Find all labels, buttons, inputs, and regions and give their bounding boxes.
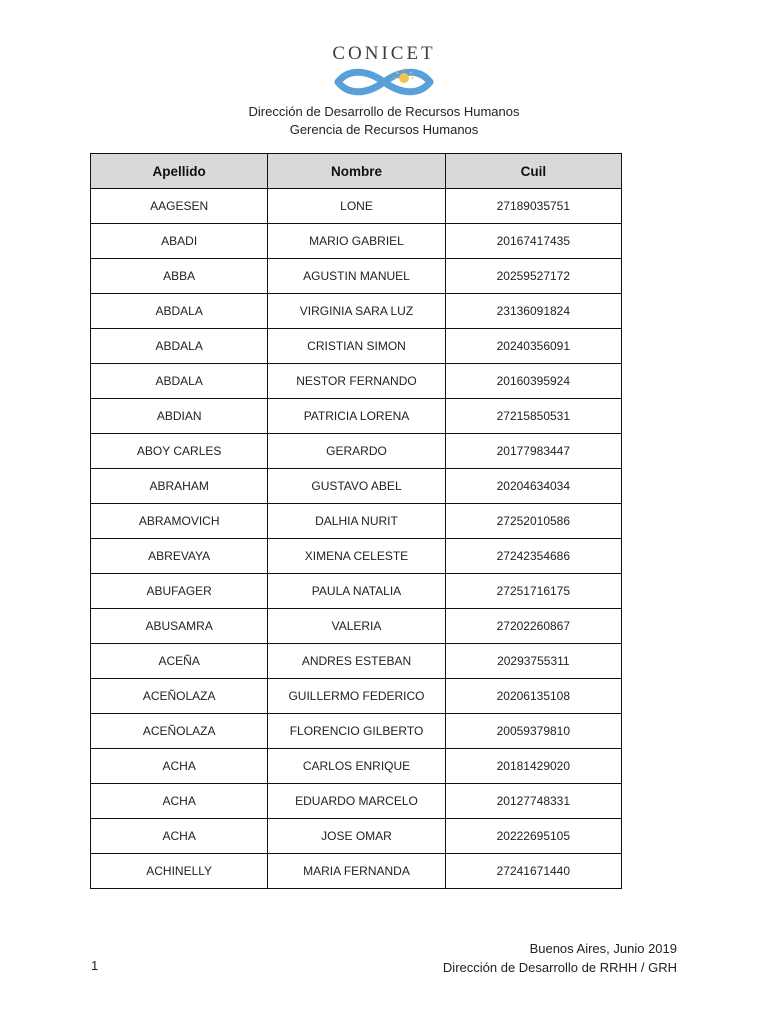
- cell-nombre: GERARDO: [268, 434, 445, 469]
- table-row: [91, 854, 622, 889]
- cell-nombre: VIRGINIA SARA LUZ: [268, 294, 445, 329]
- table-row: [91, 749, 622, 784]
- cell-nombre: EDUARDO MARCELO: [268, 784, 445, 819]
- cell-nombre: MARIO GABRIEL: [268, 224, 445, 259]
- table-row: [91, 714, 622, 749]
- cell-apellido: ABBA: [91, 259, 268, 294]
- cell-apellido: ABADI: [91, 224, 268, 259]
- cell-apellido: ACEÑA: [91, 644, 268, 679]
- column-header-nombre: Nombre: [268, 154, 445, 189]
- cell-apellido: ABRAHAM: [91, 469, 268, 504]
- cell-nombre: GUSTAVO ABEL: [268, 469, 445, 504]
- cell-nombre: GUILLERMO FEDERICO: [268, 679, 445, 714]
- table-row: [91, 469, 622, 504]
- table-row: [91, 679, 622, 714]
- table-row: [91, 539, 622, 574]
- cell-apellido: ABDALA: [91, 364, 268, 399]
- table-row: [91, 329, 622, 364]
- page-number: 1: [91, 958, 99, 973]
- cell-nombre: DALHIA NURIT: [268, 504, 445, 539]
- table-row: [91, 399, 622, 434]
- personnel-table: [90, 153, 622, 889]
- cell-apellido: ABREVAYA: [91, 539, 268, 574]
- cell-cuil: 20177983447: [445, 434, 621, 469]
- cell-cuil: 20204634034: [445, 469, 621, 504]
- cell-apellido: ACHA: [91, 784, 268, 819]
- cell-nombre: PAULA NATALIA: [268, 574, 445, 609]
- cell-apellido: ABDALA: [91, 294, 268, 329]
- cell-nombre: XIMENA CELESTE: [268, 539, 445, 574]
- table-row: [91, 259, 622, 294]
- table-row: [91, 294, 622, 329]
- table-row: [91, 574, 622, 609]
- cell-cuil: 20181429020: [445, 749, 621, 784]
- cell-nombre: CARLOS ENRIQUE: [268, 749, 445, 784]
- table-row: [91, 504, 622, 539]
- cell-apellido: ABUSAMRA: [91, 609, 268, 644]
- department-title: Dirección de Desarrollo de Recursos Humanos: [248, 104, 520, 119]
- table-row: [91, 434, 622, 469]
- table-row: [91, 224, 622, 259]
- cell-cuil: 27189035751: [445, 189, 621, 224]
- cell-cuil: 20127748331: [445, 784, 621, 819]
- cell-nombre: LONE: [268, 189, 445, 224]
- cell-cuil: 27242354686: [445, 539, 621, 574]
- cell-nombre: AGUSTIN MANUEL: [268, 259, 445, 294]
- cell-cuil: 27241671440: [445, 854, 621, 889]
- table-row: [91, 644, 622, 679]
- table-row: [91, 819, 622, 854]
- table-row: [91, 784, 622, 819]
- cell-nombre: FLORENCIO GILBERTO: [268, 714, 445, 749]
- cell-apellido: ABUFAGER: [91, 574, 268, 609]
- column-header-apellido: Apellido: [91, 154, 268, 189]
- cell-apellido: ABOY CARLES: [91, 434, 268, 469]
- cell-cuil: 20206135108: [445, 679, 621, 714]
- conicet-logo: [0, 44, 768, 99]
- table-row: [91, 609, 622, 644]
- cell-nombre: ANDRES ESTEBAN: [268, 644, 445, 679]
- cell-apellido: ACEÑOLAZA: [91, 679, 268, 714]
- cell-nombre: CRISTIAN SIMON: [268, 329, 445, 364]
- cell-apellido: ABDIAN: [91, 399, 268, 434]
- cell-nombre: PATRICIA LORENA: [268, 399, 445, 434]
- cell-apellido: ACHINELLY: [91, 854, 268, 889]
- cell-apellido: ACEÑOLAZA: [91, 714, 268, 749]
- cell-cuil: 27215850531: [445, 399, 621, 434]
- footer-place-date: Buenos Aires, Junio 2019: [529, 941, 677, 956]
- table-row: [91, 189, 622, 224]
- table-row: [91, 364, 622, 399]
- cell-cuil: 27202260867: [445, 609, 621, 644]
- cell-apellido: ABDALA: [91, 329, 268, 364]
- table-body: [91, 189, 622, 889]
- cell-apellido: AAGESEN: [91, 189, 268, 224]
- cell-nombre: NESTOR FERNANDO: [268, 364, 445, 399]
- cell-cuil: 20059379810: [445, 714, 621, 749]
- cell-cuil: 23136091824: [445, 294, 621, 329]
- cell-cuil: 20160395924: [445, 364, 621, 399]
- cell-cuil: 20259527172: [445, 259, 621, 294]
- logo-text: CONICET: [332, 43, 436, 64]
- cell-cuil: 20293755311: [445, 644, 621, 679]
- cell-cuil: 20167417435: [445, 224, 621, 259]
- cell-nombre: MARIA FERNANDA: [268, 854, 445, 889]
- management-title: Gerencia de Recursos Humanos: [289, 122, 479, 137]
- cell-apellido: ACHA: [91, 749, 268, 784]
- column-header-cuil: Cuil: [445, 154, 621, 189]
- cell-cuil: 27252010586: [445, 504, 621, 539]
- conicet-emblem-icon: [334, 65, 434, 99]
- cell-cuil: 20222695105: [445, 819, 621, 854]
- cell-cuil: 20240356091: [445, 329, 621, 364]
- cell-nombre: JOSE OMAR: [268, 819, 445, 854]
- cell-apellido: ABRAMOVICH: [91, 504, 268, 539]
- cell-cuil: 27251716175: [445, 574, 621, 609]
- cell-apellido: ACHA: [91, 819, 268, 854]
- cell-nombre: VALERIA: [268, 609, 445, 644]
- table-header-row: [91, 154, 622, 189]
- footer-signature: Dirección de Desarrollo de RRHH / GRH: [442, 960, 677, 975]
